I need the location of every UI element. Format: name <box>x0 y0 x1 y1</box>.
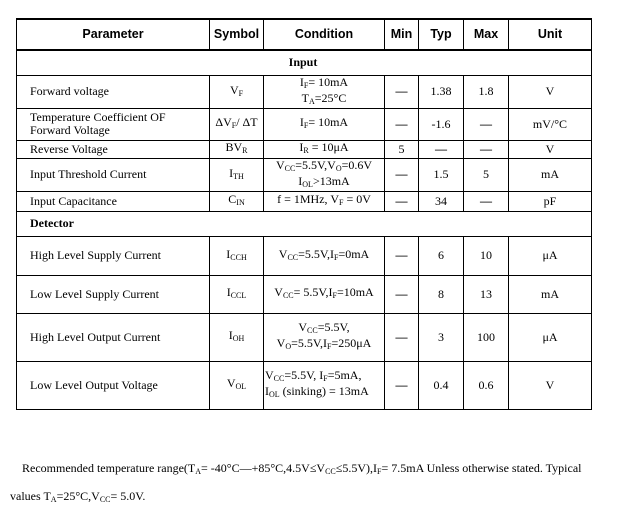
row-condition: f = 1MHz, $V_F = 0V$ <box>264 191 385 211</box>
row-min: — <box>385 75 419 108</box>
row-min: — <box>385 313 419 361</box>
row-symbol: $C_{IN}$ <box>210 191 264 211</box>
row-condition: $V_{CC}=5.5V$, $V_O=5.5V,I_F=250\mu A$ <box>264 313 385 361</box>
row-parameter: High Level Supply Current <box>17 236 210 275</box>
row-unit: mV/°C <box>509 108 592 140</box>
row-typ: 1.38 <box>419 75 464 108</box>
row-symbol: $I_{CCL}$ <box>210 275 264 313</box>
table-row <box>17 75 592 108</box>
electrical-characteristics-table <box>16 18 592 410</box>
row-typ: 1.5 <box>419 158 464 191</box>
row-typ: — <box>419 140 464 158</box>
row-max: — <box>464 108 509 140</box>
row-min: — <box>385 361 419 409</box>
row-max: — <box>464 191 509 211</box>
row-condition: $V_{CC}=5.5V$, $I_F=5mA$, $I_{OL}$ (sinking) = 13mA <box>264 361 385 409</box>
section-row-detector <box>17 211 592 236</box>
row-parameter: Temperature Coefficient OF Forward Voltage <box>17 108 210 140</box>
header-unit: Unit <box>509 19 592 50</box>
row-symbol: $V_F$ <box>210 75 264 108</box>
row-unit: mA <box>509 158 592 191</box>
row-parameter: Input Threshold Current <box>17 158 210 191</box>
row-min: — <box>385 191 419 211</box>
header-typ: Typ <box>419 19 464 50</box>
row-unit: V <box>509 75 592 108</box>
section-row-input <box>17 50 592 75</box>
table-row <box>17 140 592 158</box>
row-unit: pF <box>509 191 592 211</box>
row-condition: $I_F= 10mA$ $T_A=25^\circ C$ <box>264 75 385 108</box>
table-row <box>17 361 592 409</box>
row-condition: $V_{CC}= 5.5V,I_F=10mA$ <box>264 275 385 313</box>
row-parameter: Low Level Output Voltage <box>17 361 210 409</box>
footnote-conditions: Recommended temperature $range(T_A=$ $-40^\circ C—+85^\circ C,4.5V\le V_{CC}\le 5.5V),I_F= 7.5mA$ Unless otherwise stated. Typical values $T_A=25^\circ C,V_{CC}= 5.0V$. <box>10 461 582 504</box>
row-typ: 3 <box>419 313 464 361</box>
row-condition: $V_{CC}=5.5V,V_O=0.6V$ $I_{OL}>13mA$ <box>264 158 385 191</box>
row-symbol: $BV_R$ <box>210 140 264 158</box>
row-condition: $I_R = 10\mu A$ <box>264 140 385 158</box>
row-condition: $I_F= 10mA$ <box>264 108 385 140</box>
row-symbol: $V_{OL}$ <box>210 361 264 409</box>
row-typ: 8 <box>419 275 464 313</box>
row-max: 10 <box>464 236 509 275</box>
row-max: 13 <box>464 275 509 313</box>
table-row <box>17 275 592 313</box>
row-unit: μA <box>509 313 592 361</box>
row-symbol: $I_{OH}$ <box>210 313 264 361</box>
table-row <box>17 158 592 191</box>
row-max: 100 <box>464 313 509 361</box>
row-max: 0.6 <box>464 361 509 409</box>
header-parameter: Parameter <box>17 19 210 50</box>
row-parameter: Low Level Supply Current <box>17 275 210 313</box>
table-row <box>17 236 592 275</box>
row-unit: V <box>509 361 592 409</box>
table-row <box>17 313 592 361</box>
row-unit: μA <box>509 236 592 275</box>
row-typ: 0.4 <box>419 361 464 409</box>
header-min: Min <box>385 19 419 50</box>
row-max: 1.8 <box>464 75 509 108</box>
row-parameter: Reverse Voltage <box>17 140 210 158</box>
row-min: — <box>385 236 419 275</box>
row-typ: 34 <box>419 191 464 211</box>
row-min: — <box>385 108 419 140</box>
header-max: Max <box>464 19 509 50</box>
row-min: — <box>385 275 419 313</box>
row-min: — <box>385 158 419 191</box>
row-condition: $V_{CC}=5.5V,I_F=0mA$ <box>264 236 385 275</box>
row-symbol: $\Delta V_F/$ ΔT <box>210 108 264 140</box>
header-symbol: Symbol <box>210 19 264 50</box>
header-row <box>17 19 592 50</box>
header-condition: Condition <box>264 19 385 50</box>
row-typ: -1.6 <box>419 108 464 140</box>
row-unit: V <box>509 140 592 158</box>
section-title-detector: Detector <box>17 211 592 236</box>
row-max: — <box>464 140 509 158</box>
table-row <box>17 191 592 211</box>
row-symbol: $I_{TH}$ <box>210 158 264 191</box>
row-parameter: High Level Output Current <box>17 313 210 361</box>
row-typ: 6 <box>419 236 464 275</box>
row-unit: mA <box>509 275 592 313</box>
row-symbol: $I_{CCH}$ <box>210 236 264 275</box>
row-max: 5 <box>464 158 509 191</box>
section-title-input: Input <box>17 50 592 75</box>
row-parameter: Input Capacitance <box>17 191 210 211</box>
row-min: 5 <box>385 140 419 158</box>
row-parameter: Forward voltage <box>17 75 210 108</box>
table-row <box>17 108 592 140</box>
